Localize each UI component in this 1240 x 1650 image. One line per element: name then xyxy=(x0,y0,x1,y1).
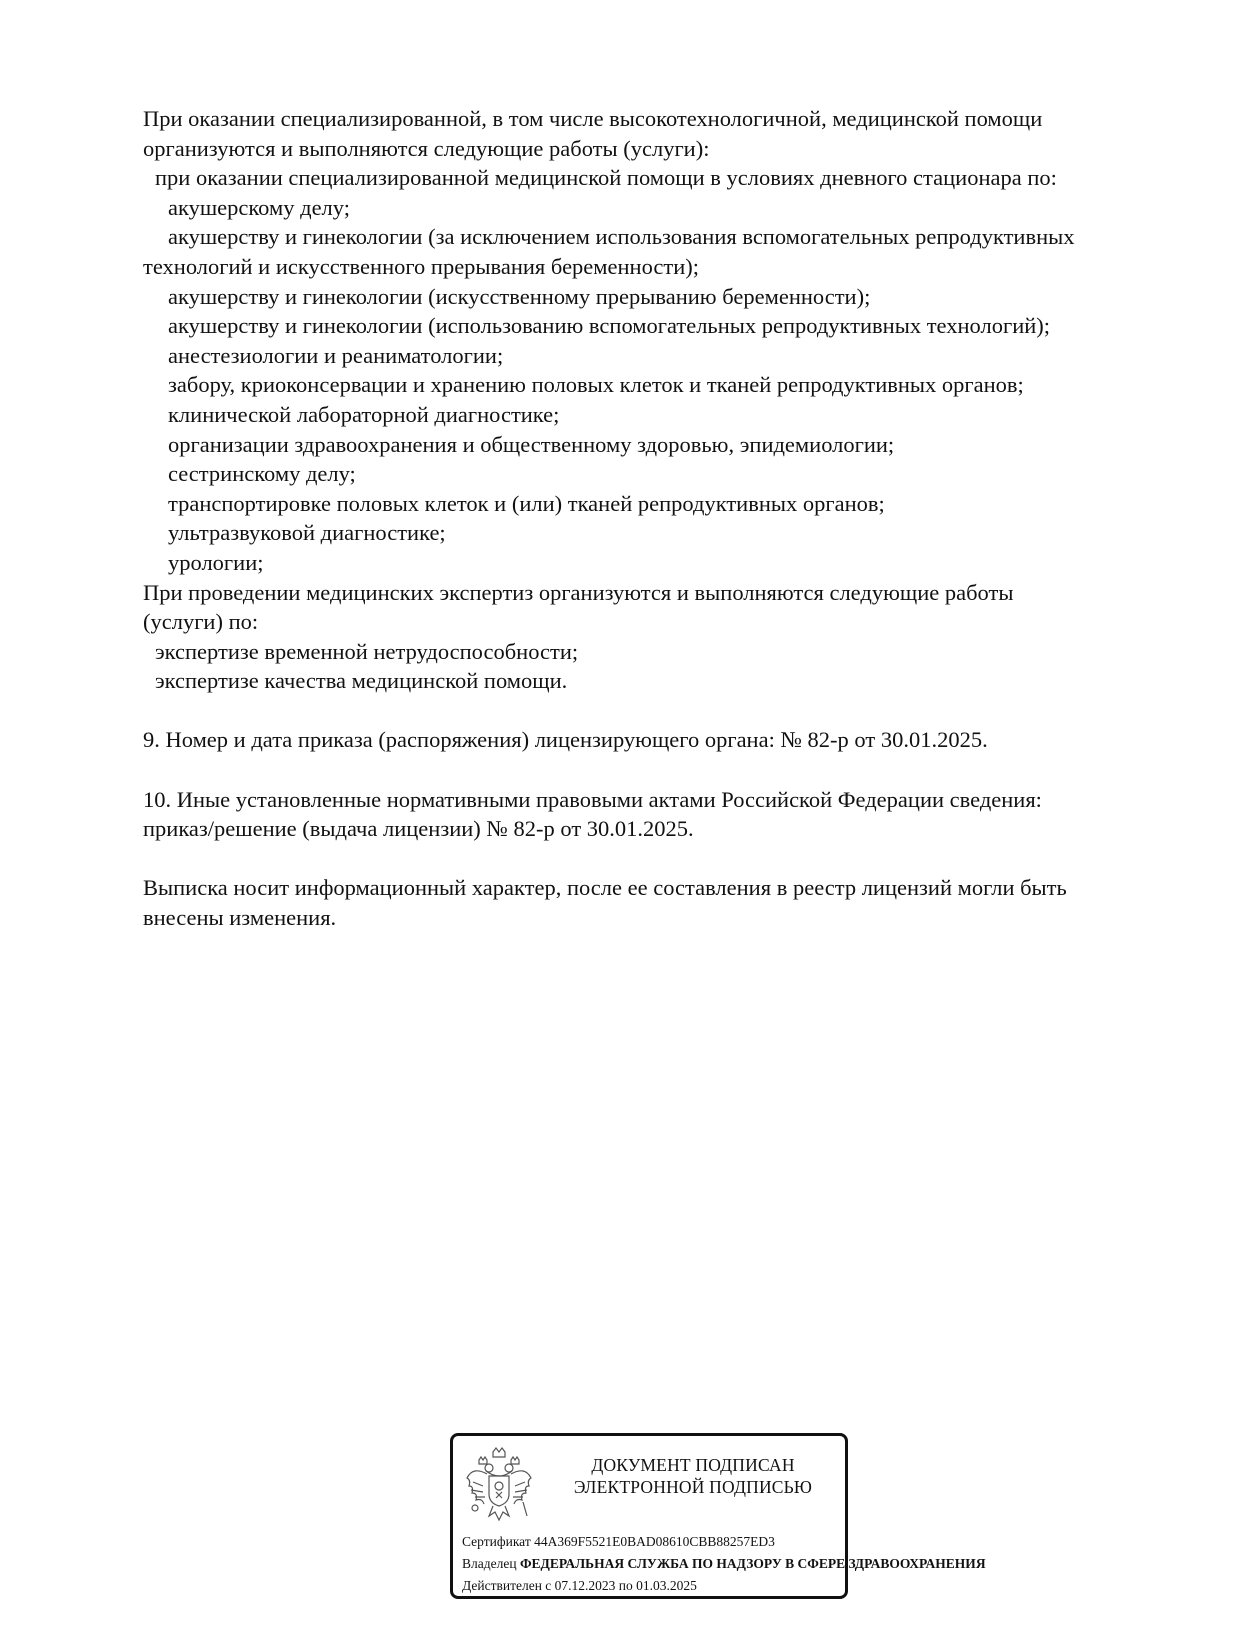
list-item: экспертизе качества медицинской помощи. xyxy=(155,668,568,694)
certificate-line xyxy=(462,1531,862,1553)
text-line: При проведении медицинских экспертиз организуются и выполняются следующие работы xyxy=(143,579,1014,605)
list-item: акушерству и гинекологии (искусственному прерыванию беременности); xyxy=(168,283,871,309)
list-item: экспертизе временной нетрудоспособности; xyxy=(155,638,579,664)
text-line: при оказании специализированной медицинской помощи в условиях дневного стационара по: xyxy=(155,165,1057,191)
list-item: акушерскому делу; xyxy=(168,194,350,220)
stamp-title xyxy=(553,1454,833,1498)
list-item: транспортировке половых клеток и (или) тканей репродуктивных органов; xyxy=(168,490,885,516)
section-10: 10. Иные установленные нормативными правовыми актами Российской Федерации сведения: xyxy=(143,786,1042,812)
list-item: анестезиологии и реаниматологии; xyxy=(168,342,504,368)
section-9: 9. Номер и дата приказа (распоряжения) лицензирующего органа: № 82-р от 30.01.2025. xyxy=(143,727,988,753)
stamp-title-line: ЭЛЕКТРОННОЙ ПОДПИСЬЮ xyxy=(573,1477,813,1497)
certificate-value: 44A369F5521E0BAD08610CBB88257ED3 xyxy=(534,1534,775,1549)
disclaimer: Выписка носит информационный характер, после ее составления в реестр лицензий могли быть xyxy=(143,875,1067,901)
list-item: клинической лабораторной диагностике; xyxy=(168,401,560,427)
paragraph-gap xyxy=(143,755,1163,785)
stamp-title-line: ДОКУМЕНТ ПОДПИСАН xyxy=(591,1455,795,1475)
text-line: При оказании специализированной, в том числе высокотехнологичной, медицинской помощи xyxy=(143,106,1043,131)
paragraph-gap xyxy=(143,844,1163,874)
list-item: забору, криоконсервации и хранению половых клеток и тканей репродуктивных органов; xyxy=(168,372,1024,398)
coat-of-arms-icon xyxy=(463,1444,535,1526)
text-line: приказ/решение (выдача лицензии) № 82-р от 30.01.2025. xyxy=(143,816,694,842)
list-item: ультразвуковой диагностике; xyxy=(168,520,446,546)
signature-stamp xyxy=(450,1433,986,1599)
certificate-label: Сертификат xyxy=(462,1534,531,1549)
list-item: сестринскому делу; xyxy=(168,461,356,487)
document-body xyxy=(143,104,1163,933)
text-line: организуются и выполняются следующие работы (услуги): xyxy=(143,135,710,161)
stamp-meta xyxy=(462,1531,986,1597)
list-item: акушерству и гинекологии (использованию вспомогательных репродуктивных технологий); xyxy=(168,313,1051,339)
paragraph-gap xyxy=(143,696,1163,726)
text-line: (услуги) по: xyxy=(143,609,259,635)
validity-line: Действителен с 07.12.2023 по 01.03.2025 xyxy=(462,1578,697,1593)
owner-label: Владелец xyxy=(462,1556,517,1571)
text-line: технологий и искусственного прерывания беременности); xyxy=(143,253,700,279)
list-item: урологии; xyxy=(168,549,264,575)
owner-value: ФЕДЕРАЛЬНАЯ СЛУЖБА ПО НАДЗОРУ В СФЕРЕ ЗДРАВООХРАНЕНИЯ xyxy=(519,1556,986,1571)
text-line: внесены изменения. xyxy=(143,905,337,931)
list-item: акушерству и гинекологии (за исключением использования вспомогательных репродуктивных xyxy=(168,224,1075,250)
list-item: организации здравоохранения и общественному здоровью, эпидемиологии; xyxy=(168,431,895,457)
owner-line xyxy=(462,1553,986,1575)
